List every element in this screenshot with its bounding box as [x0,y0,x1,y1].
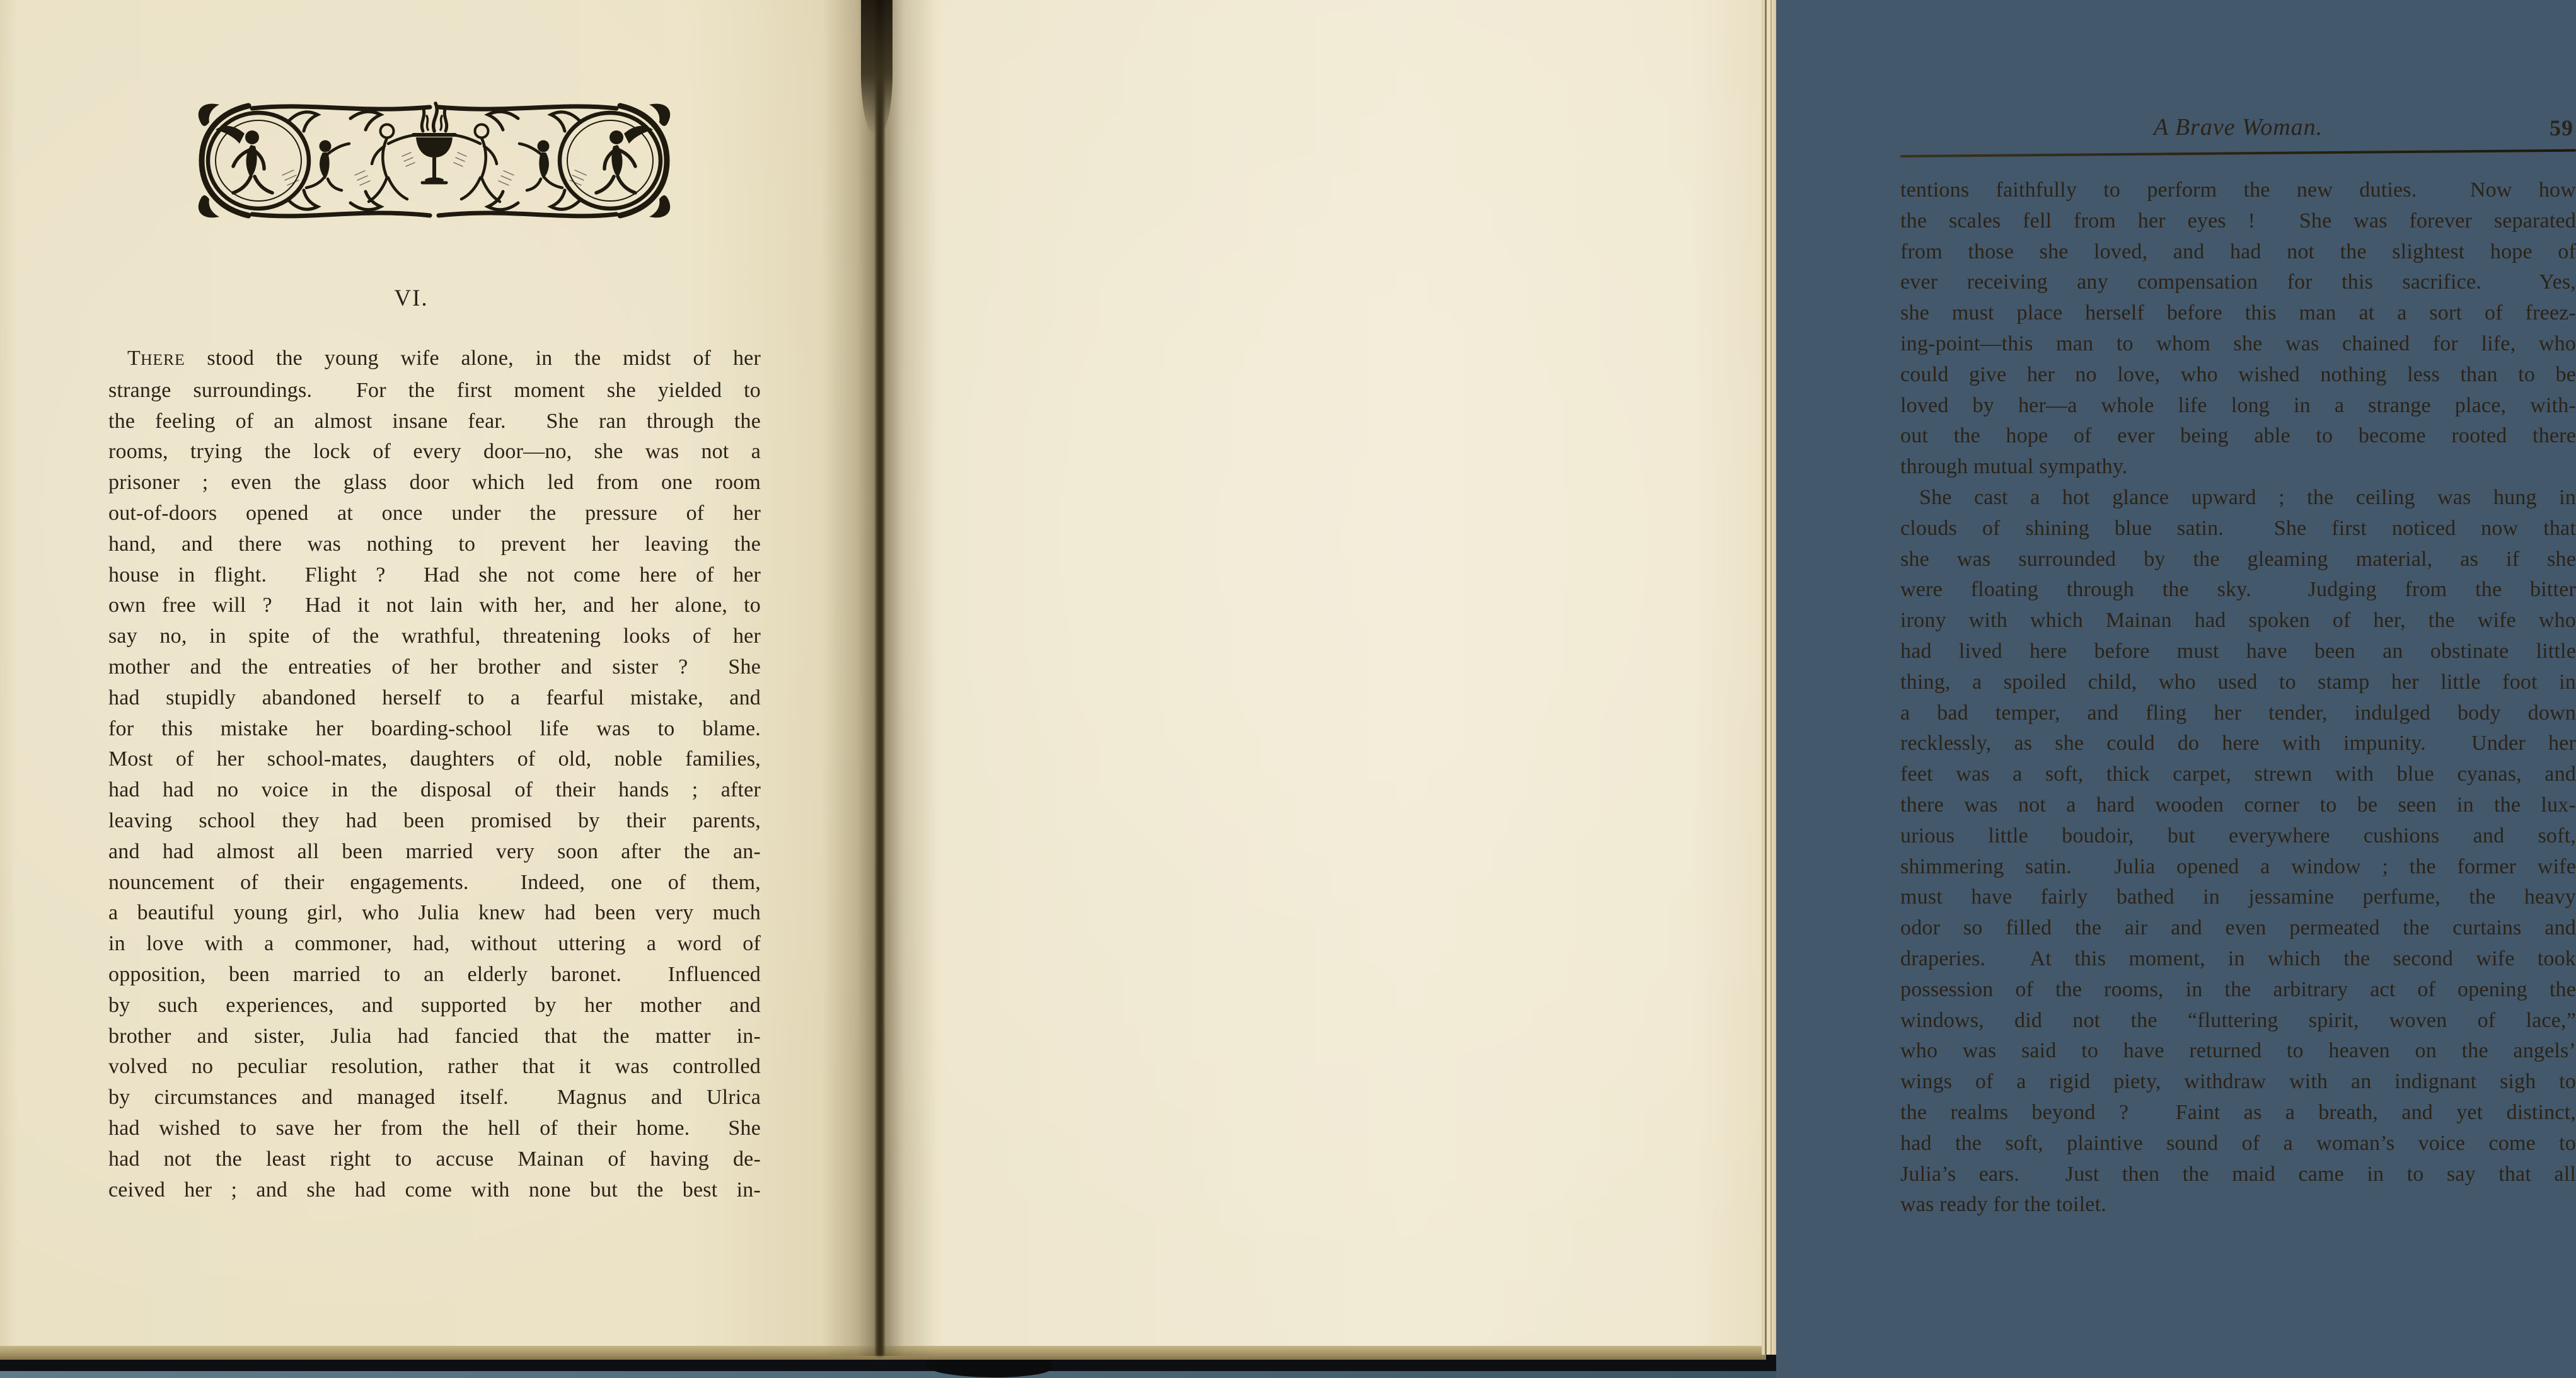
text-line: volved no peculiar resolution, rather that it was controlled [108,1055,761,1079]
paragraph [108,343,761,1205]
text-line: recklessly, as she could do here with impunity. Under her [1900,732,2576,755]
text-line: had had no voice in the disposal of their hands ; after [108,778,761,802]
text-line: from those she loved, and had not the slightest hope of [1900,239,2576,263]
text-line: could give her no love, who wished nothing less than to be [1900,362,2576,386]
text-line: windows, did not the “fluttering spirit, woven of lace,” [1900,1008,2576,1032]
text-line: thing, a spoiled child, who used to stamp her little foot in [1900,670,2576,694]
text-line: a beautiful young girl, who Julia knew had been very much [108,901,761,925]
text-line: must have fairly bathed in jessamine perfume, the heavy [1900,885,2576,909]
text-line: ever receiving any compensation for this sacrifice. Yes, [1900,270,2576,294]
text-line: the feeling of an almost insane fear. She ran through the [108,409,761,433]
text-line: was ready for the toilet. [1900,1193,2106,1217]
text-line: strange surroundings. For the first moment she yielded to [108,378,761,402]
left-page-text [108,343,761,1205]
text-line: had stupidly abandoned herself to a fearful mistake, and [108,686,761,709]
text-line: there was not a hard wooden corner to be seen in the lux- [1900,793,2576,817]
text-line: draperies. At this moment, in which the second wife took [1900,946,2576,970]
text-line: own free will ? Had it not lain with her, and her alone, to [108,594,761,617]
paragraph [1900,483,2576,1220]
text-line: say no, in spite of the wrathful, threatening looks of her [108,624,761,648]
text-line: hand, and there was nothing to prevent her leaving the [108,532,761,556]
header-rule [1900,149,2576,158]
text-line: she was surrounded by the gleaming material, as if she [1900,547,2576,571]
text-line: the realms beyond ? Faint as a breath, and yet distinct, [1900,1100,2576,1124]
text-line: clouds of shining blue satin. She first noticed now that [1900,516,2576,540]
text-line: feet was a soft, thick carpet, strewn with blue cyanas, and [1900,762,2576,786]
text-line: brother and sister, Julia had fancied that the matter in- [108,1024,761,1048]
text-line: had the soft, plaintive sound of a woman’s voice come to [1900,1131,2576,1155]
text-line: leaving school they had been promised by their parents, [108,808,761,832]
gutter-core-shadow [876,0,884,1356]
headpiece-ornament [194,100,674,222]
text-line: loved by her—a whole life long in a strange place, with- [1900,393,2576,417]
text-line: ing-point—this man to whom she was chained for life, who [1900,331,2576,355]
running-header-title: A Brave Woman. [2153,114,2323,141]
text-line: nouncement of their engagements. Indeed, one of them, [108,870,761,894]
text-line: rooms, trying the lock of every door—no, she was not a [108,440,761,464]
text-line: wings of a rigid piety, withdraw with an indignant sigh to [1900,1070,2576,1094]
text-line: urious little boudoir, but everywhere cushions and soft, [1900,824,2576,847]
text-line: through mutual sympathy. [1900,455,2128,479]
text-line: a bad temper, and fling her tender, indulged body down [1900,701,2576,725]
left-page [0,0,882,1346]
text-line: Most of her school-mates, daughters of old, noble families, [108,747,761,771]
text-line: possession of the rooms, in the arbitrary act of opening the [1900,977,2576,1001]
chapter-heading: VI. [394,285,429,311]
text-line: tentions faithfully to perform the new duties. Now how [1900,178,2576,202]
text-line: in love with a commoner, had, without uttering a word of [108,932,761,956]
text-line: she must place herself before this man at a sort of freez- [1900,301,2576,325]
gutter-shadow [823,0,937,1356]
text-line: opposition, been married to an elderly baronet. Influenced [108,962,761,986]
paragraph [1900,175,2576,483]
text-line: the scales fell from her eyes ! She was forever separated [1900,209,2576,233]
text-line: odor so filled the air and even permeated the curtains and [1900,916,2576,940]
text-line: had wished to save her from the hell of their home. She [108,1116,761,1140]
text-line: mother and the entreaties of her brother and sister ? She [108,655,761,679]
text-line: out the hope of ever being able to become rooted there [1900,424,2576,448]
text-line: and had almost all been married very soon after the an- [108,839,761,863]
text-line: by such experiences, and supported by her mother and [108,993,761,1017]
text-line: prisoner ; even the glass door which led from one room [108,471,761,495]
text-line: who was said to have returned to heaven on the angels’ [1900,1039,2576,1063]
text-line: had lived here before must have been an obstinate little [1900,639,2576,663]
fore-edge-pages [1762,0,1776,1355]
text-line: shimmering satin. Julia opened a window ; the former wife [1900,854,2576,878]
right-page-text [1900,175,2576,1220]
spine-top-shadow [861,0,892,135]
text-line: irony with which Mainan had spoken of her, the wife who [1900,609,2576,633]
text-line: had not the least right to accuse Mainan of having de- [108,1147,761,1171]
text-line: for this mistake her boarding-school life was to blame. [108,716,761,740]
text-line: ceived her ; and she had come with none but the best in- [108,1178,761,1202]
running-header [1900,113,2576,145]
text-line: by circumstances and managed itself. Magnus and Ulrica [108,1086,761,1110]
page-number: 59 [2550,115,2573,141]
text-line: were floating through the sky. Judging from the bitter [1900,578,2576,602]
right-page [882,0,2576,1346]
text-line: out-of-doors opened at once under the pressure of her [108,501,761,525]
text-line: Julia’s ears. Just then the maid came in to say that all [1900,1162,2576,1186]
text-line: She cast a hot glance upward ; the ceiling was hung in [1919,485,2576,509]
text-line: THERE stood the young wife alone, in the midst of her [127,347,761,370]
text-line: house in flight. Flight ? Had she not come here of her [108,563,761,587]
